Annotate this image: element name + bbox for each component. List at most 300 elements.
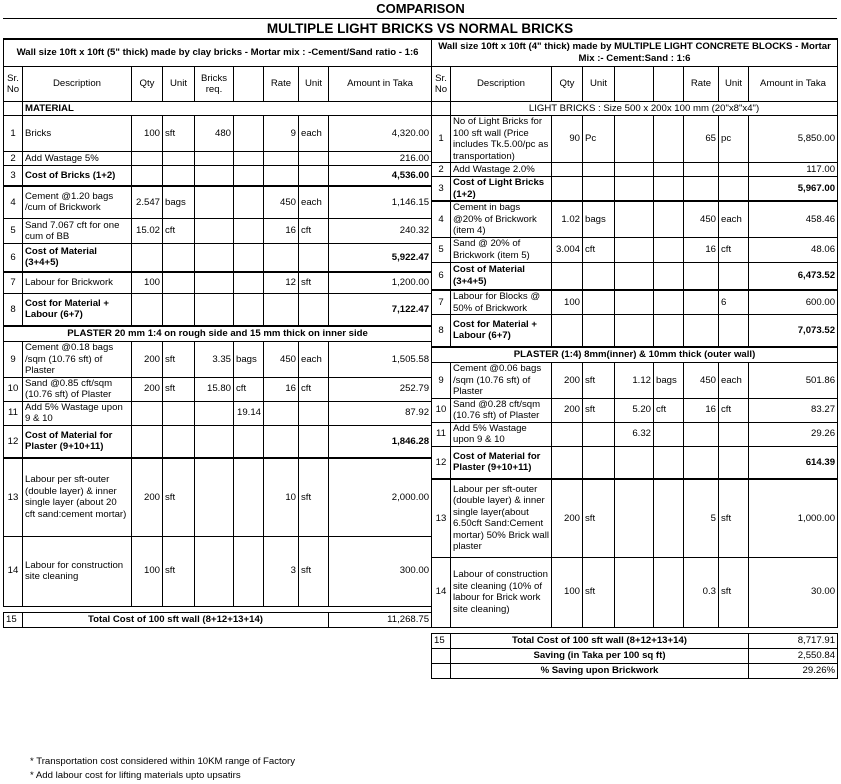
table-row xyxy=(432,479,838,557)
row-sr: 6 xyxy=(4,244,23,272)
row-extra-b xyxy=(654,315,684,347)
row-sr: 14 xyxy=(432,557,451,627)
row-extra-b xyxy=(654,237,684,262)
row-description: Cost of Material (3+4+5) xyxy=(451,262,552,290)
row-rate-unit: each xyxy=(719,201,749,237)
row-rate: 3 xyxy=(264,536,299,606)
row-extra-a: 1.12 xyxy=(615,363,654,399)
total-row xyxy=(4,612,432,627)
row-extra-b xyxy=(654,116,684,163)
row-rate xyxy=(264,294,299,326)
row-extra-b xyxy=(234,152,264,166)
row-rate-unit: sft xyxy=(719,479,749,557)
row-rate-unit: cft xyxy=(299,219,329,244)
row-rate-unit xyxy=(719,262,749,290)
row-unit xyxy=(163,166,195,186)
row-amount: 4,320.00 xyxy=(329,116,432,152)
col-rate: Rate xyxy=(264,67,299,102)
row-sr: 11 xyxy=(4,401,23,425)
row-extra-b xyxy=(234,294,264,326)
row-unit: sft xyxy=(163,458,195,536)
row-sr: 1 xyxy=(4,116,23,152)
row-extra-a xyxy=(615,315,654,347)
row-description: Cost for Material + Labour (6+7) xyxy=(23,294,132,326)
row-qty xyxy=(552,163,583,177)
row-description: No of Light Bricks for 100 sft wall (Price includes Tk.5.00/pc as transportation) xyxy=(451,116,552,163)
row-amount: 614.39 xyxy=(749,446,838,479)
table-row xyxy=(432,201,838,237)
row-unit: sft xyxy=(583,557,615,627)
row-amount: 300.00 xyxy=(329,536,432,606)
row-amount: 2,000.00 xyxy=(329,458,432,536)
row-rate-unit xyxy=(299,425,329,458)
row-sr: 9 xyxy=(4,342,23,378)
table-row xyxy=(432,116,838,163)
row-qty: 1.02 xyxy=(552,201,583,237)
row-description: Cement @0.18 bags /sqm (10.76 sft) of Plaster xyxy=(23,342,132,378)
row-amount: 501.86 xyxy=(749,363,838,399)
row-rate-unit: sft xyxy=(719,557,749,627)
row-unit: sft xyxy=(583,363,615,399)
row-qty: 100 xyxy=(132,536,163,606)
table-row xyxy=(432,363,838,399)
row-rate: 450 xyxy=(264,342,299,378)
row-sr: 2 xyxy=(432,163,451,177)
row-qty: 200 xyxy=(132,342,163,378)
row-extra-a xyxy=(195,152,234,166)
row-rate-unit xyxy=(719,163,749,177)
total-label: Total Cost of 100 sft wall (8+12+13+14) xyxy=(451,633,749,648)
col-rate-unit: Unit xyxy=(719,67,749,102)
row-extra-a xyxy=(615,557,654,627)
table-row xyxy=(432,262,838,290)
row-qty xyxy=(552,177,583,202)
row-extra-b: cft xyxy=(234,377,264,401)
row-description: Add Wastage 5% xyxy=(23,152,132,166)
row-rate-unit: sft xyxy=(299,536,329,606)
row-description: Cost of Bricks (1+2) xyxy=(23,166,132,186)
table-row xyxy=(4,219,432,244)
total-amount: 11,268.75 xyxy=(329,612,432,627)
row-amount: 87.92 xyxy=(329,401,432,425)
col-qty: Qty xyxy=(552,67,583,102)
row-extra-b: bags xyxy=(234,342,264,378)
table-row xyxy=(432,557,838,627)
row-amount: 6,473.52 xyxy=(749,262,838,290)
row-unit xyxy=(163,401,195,425)
row-description: Cement @0.06 bags /sqm (10.76 sft) of Plaster xyxy=(451,363,552,399)
row-extra-b xyxy=(234,116,264,152)
row-description: Labour per sft-outer (double layer) & inner single layer (about 20 cft sand:cement mortar) xyxy=(23,458,132,536)
row-rate-unit xyxy=(299,244,329,272)
row-qty xyxy=(132,244,163,272)
row-extra-b xyxy=(234,536,264,606)
total-sr: 15 xyxy=(4,612,23,627)
row-rate: 9 xyxy=(264,116,299,152)
row-extra-b: bags xyxy=(654,363,684,399)
row-rate-unit xyxy=(299,294,329,326)
section-plaster: PLASTER (1:4) 8mm(inner) & 10mm thick (outer wall) xyxy=(432,347,838,363)
row-extra-a: 6.32 xyxy=(615,422,654,446)
row-amount: 83.27 xyxy=(749,398,838,422)
row-unit: bags xyxy=(163,186,195,219)
row-rate-unit: pc xyxy=(719,116,749,163)
row-rate xyxy=(684,177,719,202)
row-qty: 100 xyxy=(132,272,163,294)
row-description: Sand @ 20% of Brickwork (item 5) xyxy=(451,237,552,262)
left-rows-material xyxy=(4,116,432,326)
table-row xyxy=(432,446,838,479)
row-rate-unit: cft xyxy=(719,237,749,262)
row-extra-b xyxy=(234,272,264,294)
row-unit: sft xyxy=(583,479,615,557)
row-description: Labour for Blocks @ 50% of Brickwork xyxy=(451,290,552,315)
row-qty xyxy=(132,425,163,458)
row-amount: 1,505.58 xyxy=(329,342,432,378)
row-description: Cost of Material for Plaster (9+10+11) xyxy=(451,446,552,479)
row-amount: 1,000.00 xyxy=(749,479,838,557)
row-amount: 30.00 xyxy=(749,557,838,627)
row-sr: 6 xyxy=(432,262,451,290)
table-row xyxy=(432,163,838,177)
row-qty xyxy=(552,262,583,290)
row-sr: 12 xyxy=(4,425,23,458)
row-extra-b xyxy=(654,201,684,237)
row-amount: 7,073.52 xyxy=(749,315,838,347)
table-row xyxy=(4,401,432,425)
note-transport: * Transportation cost considered within 10KM range of Factory xyxy=(30,756,296,767)
row-sr: 2 xyxy=(4,152,23,166)
col-sr: Sr. No xyxy=(4,67,23,102)
row-unit: cft xyxy=(583,237,615,262)
row-extra-b xyxy=(654,262,684,290)
row-extra-a xyxy=(615,237,654,262)
row-rate-unit: sft xyxy=(299,458,329,536)
row-extra-b xyxy=(234,166,264,186)
row-rate-unit xyxy=(719,422,749,446)
row-rate xyxy=(264,244,299,272)
row-sr: 5 xyxy=(432,237,451,262)
row-qty: 200 xyxy=(132,377,163,401)
col-qty: Qty xyxy=(132,67,163,102)
row-unit xyxy=(583,262,615,290)
row-rate xyxy=(684,422,719,446)
row-unit xyxy=(583,315,615,347)
row-sr: 8 xyxy=(432,315,451,347)
row-amount: 48.06 xyxy=(749,237,838,262)
col-blank-b xyxy=(654,67,684,102)
table-row xyxy=(432,290,838,315)
row-rate xyxy=(264,401,299,425)
right-rows-material xyxy=(432,116,838,347)
row-rate-unit: each xyxy=(299,186,329,219)
row-qty: 100 xyxy=(132,116,163,152)
row-amount: 5,850.00 xyxy=(749,116,838,163)
col-blank-a xyxy=(615,67,654,102)
col-description: Description xyxy=(451,67,552,102)
row-rate-unit xyxy=(719,177,749,202)
row-rate xyxy=(684,262,719,290)
row-amount: 29.26 xyxy=(749,422,838,446)
row-sr: 1 xyxy=(432,116,451,163)
saving-pct-amount: 29.26% xyxy=(749,663,838,678)
table-row xyxy=(4,458,432,536)
row-sr: 10 xyxy=(4,377,23,401)
row-amount: 240.32 xyxy=(329,219,432,244)
row-rate: 65 xyxy=(684,116,719,163)
section-plaster: PLASTER 20 mm 1:4 on rough side and 15 mm thick on inner side xyxy=(4,326,432,342)
row-qty xyxy=(552,315,583,347)
row-sr: 8 xyxy=(4,294,23,326)
row-extra-b xyxy=(654,422,684,446)
right-heading: Wall size 10ft x 10ft (4" thick) made by MULTIPLE LIGHT CONCRETE BLOCKS - Mortar Mix :- Cement:Sand : 1:6 xyxy=(432,39,838,67)
row-unit xyxy=(163,244,195,272)
row-qty xyxy=(552,422,583,446)
row-unit xyxy=(163,152,195,166)
row-extra-a xyxy=(615,262,654,290)
table-row xyxy=(4,377,432,401)
row-extra-a: 3.35 xyxy=(195,342,234,378)
row-sr: 13 xyxy=(4,458,23,536)
table-row xyxy=(4,244,432,272)
row-qty xyxy=(132,401,163,425)
row-rate: 5 xyxy=(684,479,719,557)
total-amount: 8,717.91 xyxy=(749,633,838,648)
right-rows-plaster xyxy=(432,363,838,628)
row-rate-unit: cft xyxy=(719,398,749,422)
row-sr: 4 xyxy=(4,186,23,219)
table-row xyxy=(4,294,432,326)
table-row xyxy=(4,272,432,294)
row-description: Labour of construction site cleaning (10% of labour for Brick work site cleaning) xyxy=(451,557,552,627)
row-amount: 7,122.47 xyxy=(329,294,432,326)
row-extra-b xyxy=(234,425,264,458)
row-rate-unit xyxy=(719,446,749,479)
row-qty xyxy=(552,446,583,479)
row-extra-a xyxy=(195,244,234,272)
row-extra-a xyxy=(615,116,654,163)
row-rate-unit: 6 xyxy=(719,290,749,315)
row-qty: 200 xyxy=(552,398,583,422)
row-unit: sft xyxy=(163,342,195,378)
row-qty xyxy=(132,166,163,186)
row-extra-b xyxy=(654,290,684,315)
row-rate: 450 xyxy=(264,186,299,219)
row-amount: 600.00 xyxy=(749,290,838,315)
table-row xyxy=(4,536,432,606)
row-description: Labour for construction site cleaning xyxy=(23,536,132,606)
col-unit: Unit xyxy=(583,67,615,102)
row-amount: 1,146.15 xyxy=(329,186,432,219)
row-description: Cement @1.20 bags /cum of Brickwork xyxy=(23,186,132,219)
table-row xyxy=(432,398,838,422)
row-rate: 12 xyxy=(264,272,299,294)
row-rate-unit: sft xyxy=(299,272,329,294)
row-extra-a: 15.80 xyxy=(195,377,234,401)
row-rate-unit: cft xyxy=(299,377,329,401)
row-qty: 90 xyxy=(552,116,583,163)
table-row xyxy=(4,342,432,378)
row-amount: 252.79 xyxy=(329,377,432,401)
row-extra-b xyxy=(654,177,684,202)
row-extra-b xyxy=(234,219,264,244)
col-rate: Rate xyxy=(684,67,719,102)
row-rate: 0.3 xyxy=(684,557,719,627)
row-extra-a xyxy=(615,201,654,237)
row-extra-a xyxy=(195,186,234,219)
row-qty: 15.02 xyxy=(132,219,163,244)
row-description: Cost for Material + Labour (6+7) xyxy=(451,315,552,347)
row-qty: 100 xyxy=(552,290,583,315)
row-amount: 117.00 xyxy=(749,163,838,177)
table-row xyxy=(4,166,432,186)
row-extra-a xyxy=(615,163,654,177)
row-sr: 7 xyxy=(4,272,23,294)
row-rate-unit xyxy=(719,315,749,347)
row-description: Sand @0.28 cft/sqm (10.76 sft) of Plaster xyxy=(451,398,552,422)
row-extra-a xyxy=(195,425,234,458)
row-extra-b xyxy=(234,458,264,536)
row-qty xyxy=(132,294,163,326)
row-amount: 1,846.28 xyxy=(329,425,432,458)
col-description: Description xyxy=(23,67,132,102)
row-sr: 10 xyxy=(432,398,451,422)
row-amount: 4,536.00 xyxy=(329,166,432,186)
col-bricks-req: Bricks req. xyxy=(195,67,234,102)
row-qty: 200 xyxy=(552,479,583,557)
row-rate xyxy=(684,163,719,177)
row-description: Cost of Material (3+4+5) xyxy=(23,244,132,272)
row-amount: 5,922.47 xyxy=(329,244,432,272)
saving-pct-row xyxy=(432,663,838,678)
row-unit: Pc xyxy=(583,116,615,163)
row-unit: sft xyxy=(583,398,615,422)
row-qty: 200 xyxy=(552,363,583,399)
row-rate xyxy=(264,166,299,186)
light-blocks-table xyxy=(431,38,838,679)
row-extra-a: 480 xyxy=(195,116,234,152)
row-sr: 11 xyxy=(432,422,451,446)
row-unit xyxy=(583,446,615,479)
row-extra-a xyxy=(195,536,234,606)
row-unit xyxy=(163,425,195,458)
row-rate-unit xyxy=(299,166,329,186)
row-sr: 3 xyxy=(432,177,451,202)
clay-bricks-table xyxy=(3,38,432,628)
row-extra-a xyxy=(195,219,234,244)
table-row xyxy=(4,152,432,166)
row-unit: bags xyxy=(583,201,615,237)
total-sr: 15 xyxy=(432,633,451,648)
left-rows-plaster xyxy=(4,342,432,607)
row-rate xyxy=(264,152,299,166)
row-rate xyxy=(684,290,719,315)
table-row xyxy=(432,315,838,347)
row-sr: 13 xyxy=(432,479,451,557)
saving-row xyxy=(432,648,838,663)
row-amount: 458.46 xyxy=(749,201,838,237)
row-rate: 10 xyxy=(264,458,299,536)
row-unit: cft xyxy=(163,219,195,244)
row-description: Labour per sft-outer (double layer) & inner single layer(about 6.50cft Sand:Cement mortar) 50% Brick wall plaster xyxy=(451,479,552,557)
row-extra-a xyxy=(615,446,654,479)
row-qty: 3.004 xyxy=(552,237,583,262)
row-description: Cost of Material for Plaster (9+10+11) xyxy=(23,425,132,458)
row-rate: 16 xyxy=(264,219,299,244)
row-sr: 9 xyxy=(432,363,451,399)
row-rate: 16 xyxy=(684,398,719,422)
col-unit: Unit xyxy=(163,67,195,102)
row-amount: 1,200.00 xyxy=(329,272,432,294)
table-row xyxy=(4,116,432,152)
row-extra-a xyxy=(195,401,234,425)
row-description: Labour for Brickwork xyxy=(23,272,132,294)
row-qty: 2.547 xyxy=(132,186,163,219)
table-row xyxy=(432,177,838,202)
row-rate xyxy=(684,446,719,479)
row-amount: 5,967.00 xyxy=(749,177,838,202)
table-row xyxy=(432,422,838,446)
row-description: Cement in bags @20% of Brickwork (item 4) xyxy=(451,201,552,237)
row-extra-a xyxy=(195,166,234,186)
row-sr: 4 xyxy=(432,201,451,237)
saving-label: Saving (in Taka per 100 sq ft) xyxy=(451,648,749,663)
row-extra-a: 5.20 xyxy=(615,398,654,422)
row-description: Bricks xyxy=(23,116,132,152)
row-extra-b xyxy=(654,479,684,557)
row-rate-unit xyxy=(299,152,329,166)
row-rate-unit: each xyxy=(299,342,329,378)
row-extra-b: 19.14 xyxy=(234,401,264,425)
row-sr: 3 xyxy=(4,166,23,186)
row-unit xyxy=(163,272,195,294)
row-unit: sft xyxy=(163,377,195,401)
row-unit xyxy=(163,294,195,326)
total-label: Total Cost of 100 sft wall (8+12+13+14) xyxy=(23,612,329,627)
row-rate: 450 xyxy=(684,363,719,399)
row-qty xyxy=(132,152,163,166)
row-extra-a xyxy=(195,272,234,294)
table-row xyxy=(4,425,432,458)
row-description: Add 5% Wastage upon 9 & 10 xyxy=(451,422,552,446)
col-rate-unit: Unit xyxy=(299,67,329,102)
note-labour: * Add labour cost for lifting materials upto upsatirs xyxy=(30,770,241,781)
row-sr: 5 xyxy=(4,219,23,244)
table-row xyxy=(4,186,432,219)
row-extra-b xyxy=(654,557,684,627)
row-rate-unit: each xyxy=(719,363,749,399)
row-rate: 16 xyxy=(684,237,719,262)
row-unit xyxy=(583,290,615,315)
row-unit xyxy=(583,177,615,202)
left-heading: Wall size 10ft x 10ft (5" thick) made by clay bricks - Mortar mix : -Cement/Sand ratio - 1:6 xyxy=(4,39,432,67)
row-extra-a xyxy=(195,458,234,536)
col-sr: Sr. No xyxy=(432,67,451,102)
row-unit: sft xyxy=(163,536,195,606)
row-extra-b xyxy=(234,186,264,219)
row-description: Cost of Light Bricks (1+2) xyxy=(451,177,552,202)
row-sr: 12 xyxy=(432,446,451,479)
page-title: COMPARISON xyxy=(376,1,465,16)
row-rate xyxy=(264,425,299,458)
row-extra-b xyxy=(654,446,684,479)
col-amount: Amount in Taka xyxy=(329,67,432,102)
row-description: Add Wastage 2.0% xyxy=(451,163,552,177)
row-extra-b xyxy=(654,163,684,177)
row-unit: sft xyxy=(163,116,195,152)
row-rate: 16 xyxy=(264,377,299,401)
col-amount: Amount in Taka xyxy=(749,67,838,102)
